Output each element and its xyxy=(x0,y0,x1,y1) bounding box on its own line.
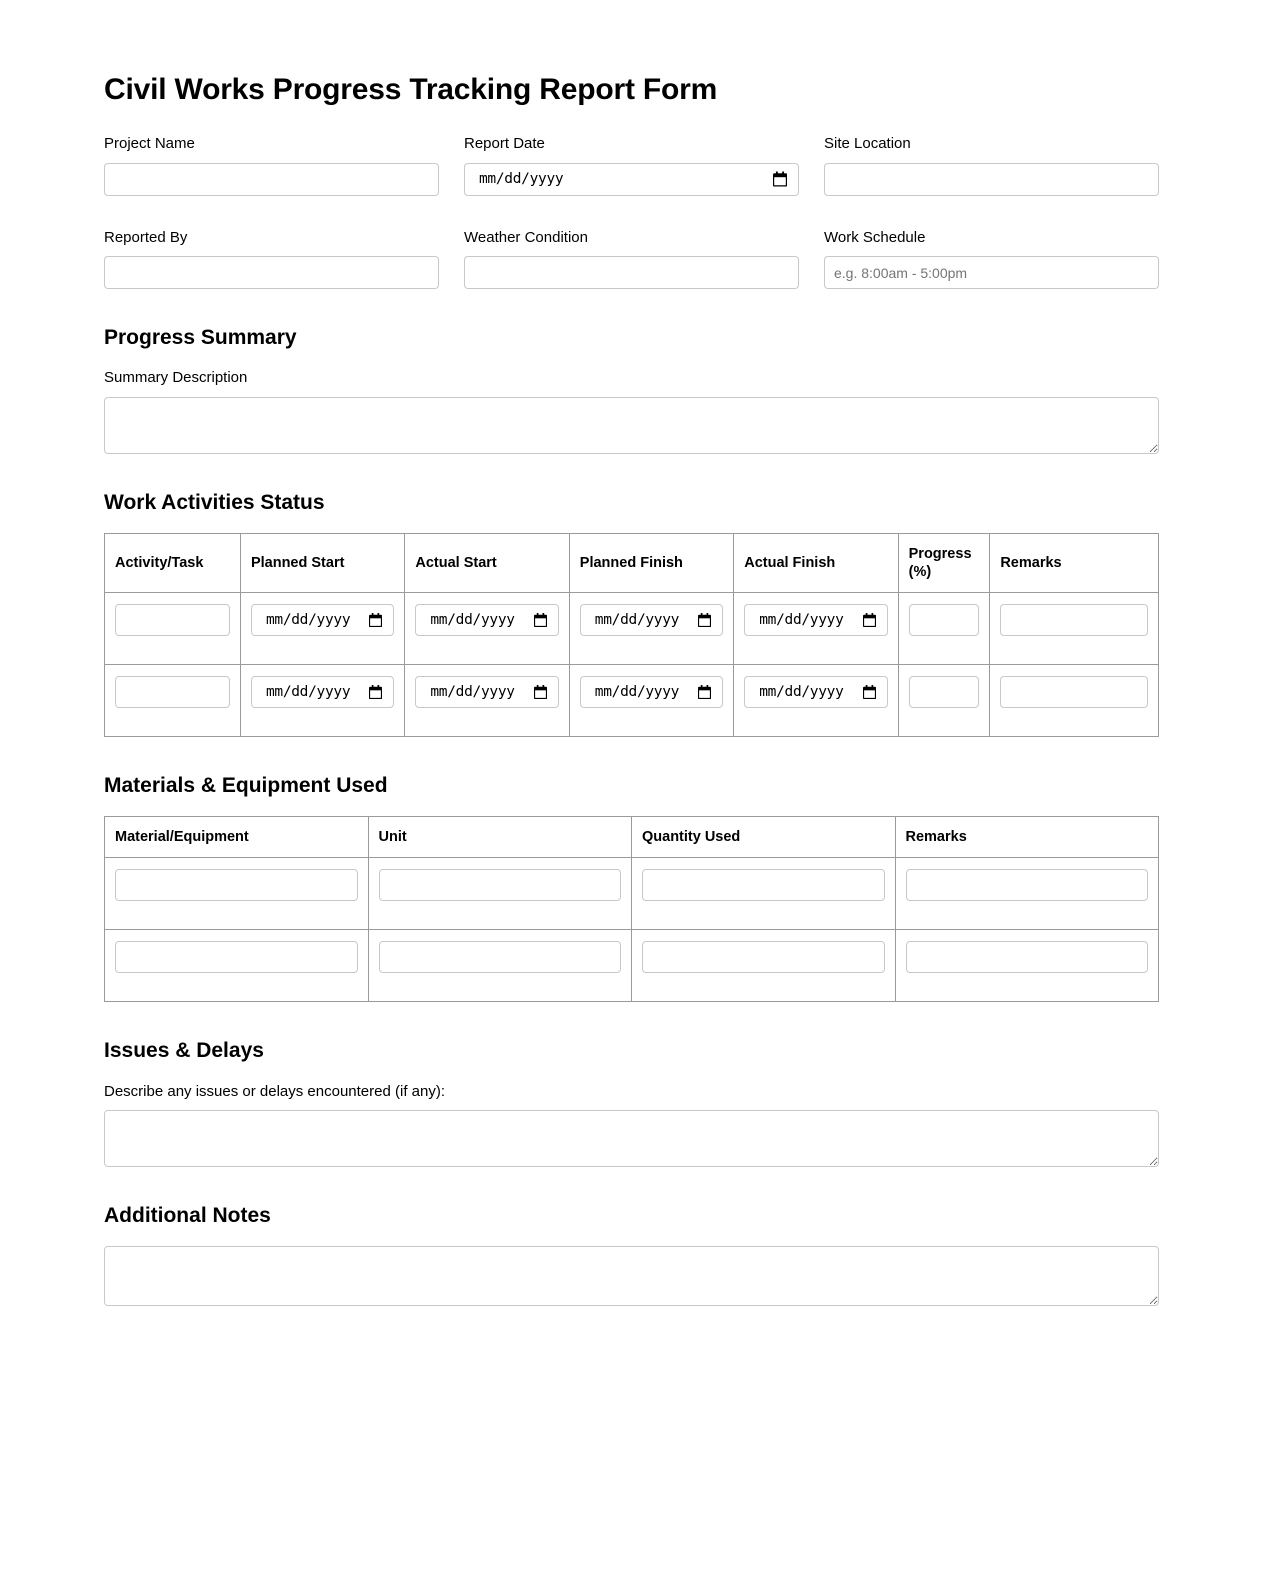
cell-actual-start xyxy=(405,665,569,737)
cell-progress-percent xyxy=(898,593,990,665)
table-row xyxy=(105,593,1159,665)
cell-material-equipment xyxy=(105,930,369,1002)
remarks-input-row2[interactable] xyxy=(1000,676,1148,708)
unit-input-row1[interactable] xyxy=(379,869,622,901)
progress-percent-input-row2[interactable] xyxy=(909,676,980,708)
cell-activity-task xyxy=(105,593,241,665)
label-project-name: Project Name xyxy=(104,135,195,152)
additional-notes-textarea[interactable] xyxy=(104,1246,1159,1306)
site-location-input[interactable] xyxy=(824,163,1159,196)
work-schedule-input[interactable] xyxy=(824,256,1159,289)
table-row xyxy=(105,665,1159,737)
label-site-location: Site Location xyxy=(824,135,911,152)
col-actual-start: Actual Start xyxy=(405,533,569,592)
cell-planned-finish xyxy=(569,593,733,665)
planned-start-input-row2[interactable] xyxy=(251,676,394,708)
field-reported-by xyxy=(104,228,439,290)
actual-finish-wrapper-row1 xyxy=(744,604,887,636)
additional-notes-wrapper xyxy=(104,1246,1159,1306)
col-quantity-used: Quantity Used xyxy=(632,817,896,858)
cell-actual-finish xyxy=(734,593,898,665)
cell-material-equipment xyxy=(105,858,369,930)
actual-start-wrapper-row1 xyxy=(415,604,558,636)
cell-quantity-used xyxy=(632,858,896,930)
actual-finish-input-row2[interactable] xyxy=(744,676,887,708)
summary-description-wrapper xyxy=(104,397,1159,454)
label-weather-condition: Weather Condition xyxy=(464,228,588,246)
section-additional-notes xyxy=(104,1203,1159,1306)
col-actual-finish: Actual Finish xyxy=(734,533,898,592)
field-weather-condition xyxy=(464,228,799,290)
cell-planned-start xyxy=(240,665,404,737)
planned-finish-wrapper-row2 xyxy=(580,676,723,708)
section-work-activities xyxy=(104,490,1159,737)
cell-planned-finish xyxy=(569,665,733,737)
section-progress-summary xyxy=(104,325,1159,454)
field-project-name xyxy=(104,134,439,196)
heading-progress-summary: Progress Summary xyxy=(104,326,297,349)
activity-task-input-row1[interactable] xyxy=(115,604,230,636)
table-header-row xyxy=(105,533,1159,592)
project-name-input[interactable] xyxy=(104,163,439,196)
planned-finish-input-row2[interactable] xyxy=(580,676,723,708)
table-row xyxy=(105,930,1159,1002)
quantity-used-input-row2[interactable] xyxy=(642,941,885,973)
report-date-input[interactable] xyxy=(464,163,799,196)
progress-percent-input-row1[interactable] xyxy=(909,604,980,636)
materials-remarks-input-row2[interactable] xyxy=(906,941,1149,973)
header-fields-row-2 xyxy=(104,228,1159,290)
col-unit: Unit xyxy=(368,817,632,858)
cell-planned-start xyxy=(240,593,404,665)
heading-work-activities: Work Activities Status xyxy=(104,490,325,514)
cell-remarks xyxy=(990,593,1159,665)
material-equipment-input-row2[interactable] xyxy=(115,941,358,973)
actual-start-wrapper-row2 xyxy=(415,676,558,708)
section-issues-delays xyxy=(104,1038,1159,1167)
table-row xyxy=(105,858,1159,930)
cell-actual-start xyxy=(405,593,569,665)
col-material-equipment: Material/Equipment xyxy=(105,817,369,858)
summary-description-textarea[interactable] xyxy=(104,397,1159,454)
report-date-wrapper xyxy=(464,163,799,196)
col-planned-start: Planned Start xyxy=(240,533,404,592)
cell-unit xyxy=(368,930,632,1002)
actual-finish-wrapper-row2 xyxy=(744,676,887,708)
issues-textarea-wrapper xyxy=(104,1110,1159,1167)
actual-start-input-row2[interactable] xyxy=(415,676,558,708)
field-report-date xyxy=(464,134,799,196)
cell-unit xyxy=(368,858,632,930)
unit-input-row2[interactable] xyxy=(379,941,622,973)
planned-finish-input-row1[interactable] xyxy=(580,604,723,636)
planned-start-wrapper-row2 xyxy=(251,676,394,708)
cell-progress-percent xyxy=(898,665,990,737)
heading-issues-delays: Issues & Delays xyxy=(104,1039,264,1063)
label-summary-description: Summary Description xyxy=(104,369,248,387)
section-materials-equipment xyxy=(104,773,1159,1002)
label-work-schedule: Work Schedule xyxy=(824,228,926,246)
field-site-location xyxy=(824,134,1159,196)
heading-additional-notes: Additional Notes xyxy=(104,1204,271,1228)
actual-start-input-row1[interactable] xyxy=(415,604,558,636)
planned-start-input-row1[interactable] xyxy=(251,604,394,636)
label-reported-by: Reported By xyxy=(104,228,188,246)
material-equipment-input-row1[interactable] xyxy=(115,869,358,901)
cell-quantity-used xyxy=(632,930,896,1002)
page-title: Civil Works Progress Tracking Report Form xyxy=(104,73,718,106)
weather-condition-input[interactable] xyxy=(464,256,799,289)
actual-finish-input-row1[interactable] xyxy=(744,604,887,636)
cell-remarks xyxy=(990,665,1159,737)
materials-remarks-input-row1[interactable] xyxy=(906,869,1149,901)
materials-table xyxy=(104,816,1159,1002)
cell-activity-task xyxy=(105,665,241,737)
col-planned-finish: Planned Finish xyxy=(569,533,733,592)
col-materials-remarks: Remarks xyxy=(895,817,1159,858)
reported-by-input[interactable] xyxy=(104,256,439,289)
heading-materials-equipment: Materials & Equipment Used xyxy=(104,774,388,798)
col-remarks: Remarks xyxy=(990,533,1159,592)
planned-finish-wrapper-row1 xyxy=(580,604,723,636)
label-issues-description: Describe any issues or delays encountered (if any): xyxy=(104,1082,446,1100)
header-fields-row-1 xyxy=(104,134,1159,196)
activity-task-input-row2[interactable] xyxy=(115,676,230,708)
issues-delays-textarea[interactable] xyxy=(104,1110,1159,1167)
cell-actual-finish xyxy=(734,665,898,737)
planned-start-wrapper-row1 xyxy=(251,604,394,636)
remarks-input-row1[interactable] xyxy=(1000,604,1148,636)
field-work-schedule xyxy=(824,228,1159,290)
row-spacer xyxy=(104,217,1159,228)
work-activities-table xyxy=(104,533,1159,737)
table-header-row xyxy=(105,817,1159,858)
cell-materials-remarks xyxy=(895,930,1159,1002)
col-progress-percent: Progress (%) xyxy=(898,533,990,592)
quantity-used-input-row1[interactable] xyxy=(642,869,885,901)
label-report-date: Report Date xyxy=(464,135,545,152)
cell-materials-remarks xyxy=(895,858,1159,930)
col-activity-task: Activity/Task xyxy=(105,533,241,592)
